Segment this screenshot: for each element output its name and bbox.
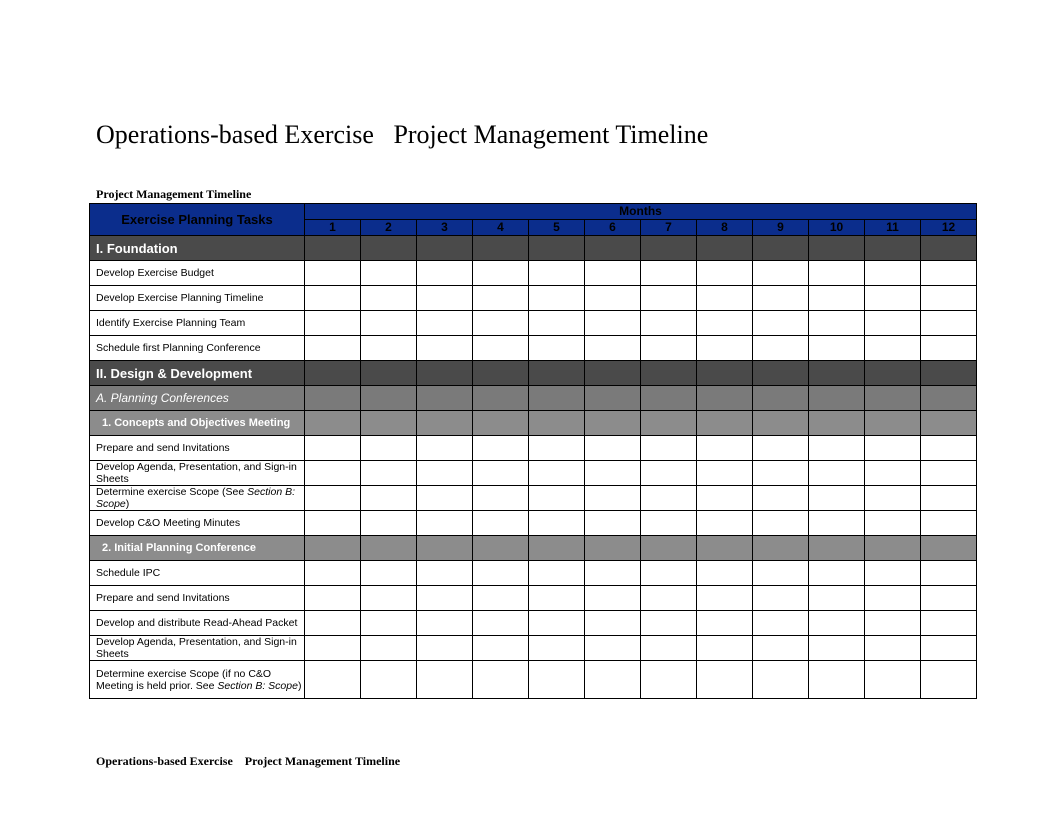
month-cell[interactable] bbox=[361, 236, 417, 261]
month-header-2: 2 bbox=[361, 220, 417, 236]
month-cell[interactable] bbox=[473, 311, 529, 336]
month-cell[interactable] bbox=[473, 436, 529, 461]
month-cell[interactable] bbox=[473, 511, 529, 536]
month-cell[interactable] bbox=[529, 261, 585, 286]
month-header-1: 1 bbox=[305, 220, 361, 236]
meeting-label: 1. Concepts and Objectives Meeting bbox=[90, 411, 305, 436]
month-cell[interactable] bbox=[585, 386, 641, 411]
month-cell[interactable] bbox=[809, 411, 865, 436]
month-cell[interactable] bbox=[921, 311, 977, 336]
month-cell[interactable] bbox=[305, 336, 361, 361]
meeting-row bbox=[90, 411, 977, 436]
month-cell[interactable] bbox=[585, 586, 641, 611]
task-label: Develop C&O Meeting Minutes bbox=[90, 511, 305, 536]
month-cell[interactable] bbox=[361, 286, 417, 311]
month-cell[interactable] bbox=[473, 461, 529, 486]
task-label: Schedule first Planning Conference bbox=[90, 336, 305, 361]
month-cell[interactable] bbox=[417, 261, 473, 286]
month-cell[interactable] bbox=[865, 636, 921, 661]
month-cell[interactable] bbox=[529, 661, 585, 699]
month-cell[interactable] bbox=[585, 411, 641, 436]
month-cell[interactable] bbox=[753, 536, 809, 561]
month-cell[interactable] bbox=[529, 461, 585, 486]
month-cell[interactable] bbox=[305, 386, 361, 411]
month-cell[interactable] bbox=[361, 411, 417, 436]
month-cell[interactable] bbox=[473, 636, 529, 661]
month-cell[interactable] bbox=[641, 436, 697, 461]
month-cell[interactable] bbox=[305, 586, 361, 611]
task-row bbox=[90, 336, 977, 361]
month-cell[interactable] bbox=[809, 361, 865, 386]
month-cell[interactable] bbox=[921, 611, 977, 636]
month-cell[interactable] bbox=[585, 486, 641, 511]
month-cell[interactable] bbox=[865, 236, 921, 261]
month-cell[interactable] bbox=[641, 236, 697, 261]
month-cell[interactable] bbox=[473, 361, 529, 386]
month-cell[interactable] bbox=[305, 361, 361, 386]
task-row bbox=[90, 561, 977, 586]
month-cell[interactable] bbox=[585, 661, 641, 699]
month-cell[interactable] bbox=[809, 586, 865, 611]
month-cell[interactable] bbox=[585, 336, 641, 361]
subsection-label: A. Planning Conferences bbox=[90, 386, 305, 411]
month-cell[interactable] bbox=[305, 286, 361, 311]
task-row bbox=[90, 286, 977, 311]
section-label: II. Design & Development bbox=[90, 361, 305, 386]
document-title: Operations-based Exercise Project Management Timeline bbox=[96, 120, 709, 149]
month-cell[interactable] bbox=[417, 661, 473, 699]
month-cell[interactable] bbox=[361, 536, 417, 561]
task-label: Develop Exercise Budget bbox=[90, 261, 305, 286]
month-cell[interactable] bbox=[753, 586, 809, 611]
month-cell[interactable] bbox=[809, 536, 865, 561]
month-cell[interactable] bbox=[921, 386, 977, 411]
month-cell[interactable] bbox=[585, 361, 641, 386]
month-cell[interactable] bbox=[417, 486, 473, 511]
month-cell[interactable] bbox=[417, 436, 473, 461]
month-cell[interactable] bbox=[305, 236, 361, 261]
month-cell[interactable] bbox=[417, 286, 473, 311]
table-caption: Project Management Timeline bbox=[96, 187, 252, 201]
task-row bbox=[90, 261, 977, 286]
month-cell[interactable] bbox=[641, 511, 697, 536]
month-cell[interactable] bbox=[641, 486, 697, 511]
task-row bbox=[90, 586, 977, 611]
month-cell[interactable] bbox=[809, 661, 865, 699]
task-label: Develop Exercise Planning Timeline bbox=[90, 286, 305, 311]
month-cell[interactable] bbox=[697, 611, 753, 636]
month-cell[interactable] bbox=[753, 236, 809, 261]
task-rows bbox=[90, 236, 977, 699]
month-cell[interactable] bbox=[305, 311, 361, 336]
month-cell[interactable] bbox=[529, 611, 585, 636]
month-cell[interactable] bbox=[361, 586, 417, 611]
month-cell[interactable] bbox=[529, 311, 585, 336]
month-cell[interactable] bbox=[697, 461, 753, 486]
month-cell[interactable] bbox=[361, 511, 417, 536]
month-cell[interactable] bbox=[921, 661, 977, 699]
month-cell[interactable] bbox=[585, 561, 641, 586]
month-cell[interactable] bbox=[417, 336, 473, 361]
month-cell[interactable] bbox=[865, 561, 921, 586]
section-row bbox=[90, 236, 977, 261]
month-cell[interactable] bbox=[865, 536, 921, 561]
month-cell[interactable] bbox=[697, 661, 753, 699]
month-cell[interactable] bbox=[305, 411, 361, 436]
month-cell[interactable] bbox=[809, 436, 865, 461]
month-cell[interactable] bbox=[529, 361, 585, 386]
month-cell[interactable] bbox=[585, 611, 641, 636]
month-header-9: 9 bbox=[753, 220, 809, 236]
month-cell[interactable] bbox=[697, 586, 753, 611]
month-cell[interactable] bbox=[865, 461, 921, 486]
month-cell[interactable] bbox=[921, 461, 977, 486]
month-cell[interactable] bbox=[809, 261, 865, 286]
month-cell[interactable] bbox=[417, 586, 473, 611]
month-cell[interactable] bbox=[697, 561, 753, 586]
month-cell[interactable] bbox=[921, 561, 977, 586]
task-label: Develop and distribute Read-Ahead Packet bbox=[90, 611, 305, 636]
month-cell[interactable] bbox=[753, 636, 809, 661]
month-cell[interactable] bbox=[641, 361, 697, 386]
month-cell[interactable] bbox=[585, 536, 641, 561]
month-cell[interactable] bbox=[361, 311, 417, 336]
month-header-12: 12 bbox=[921, 220, 977, 236]
month-cell[interactable] bbox=[753, 261, 809, 286]
month-cell[interactable] bbox=[417, 311, 473, 336]
month-cell[interactable] bbox=[753, 286, 809, 311]
month-cell[interactable] bbox=[305, 611, 361, 636]
month-cell[interactable] bbox=[305, 261, 361, 286]
month-cell[interactable] bbox=[697, 261, 753, 286]
month-cell[interactable] bbox=[865, 361, 921, 386]
month-cell[interactable] bbox=[921, 436, 977, 461]
subsection-row bbox=[90, 386, 977, 411]
month-cell[interactable] bbox=[417, 386, 473, 411]
month-cell[interactable] bbox=[641, 411, 697, 436]
task-row bbox=[90, 661, 977, 699]
month-cell[interactable] bbox=[641, 636, 697, 661]
meeting-label: 2. Initial Planning Conference bbox=[90, 536, 305, 561]
month-cell[interactable] bbox=[753, 461, 809, 486]
month-cell[interactable] bbox=[921, 536, 977, 561]
month-cell[interactable] bbox=[361, 461, 417, 486]
month-cell[interactable] bbox=[529, 386, 585, 411]
month-cell[interactable] bbox=[361, 661, 417, 699]
month-cell[interactable] bbox=[809, 311, 865, 336]
month-cell[interactable] bbox=[753, 386, 809, 411]
month-cell[interactable] bbox=[697, 486, 753, 511]
month-cell[interactable] bbox=[921, 261, 977, 286]
month-cell[interactable] bbox=[865, 661, 921, 699]
month-cell[interactable] bbox=[585, 461, 641, 486]
task-label: Determine exercise Scope (See Section B: Scope) bbox=[90, 486, 305, 511]
month-cell[interactable] bbox=[473, 236, 529, 261]
month-cell[interactable] bbox=[473, 261, 529, 286]
month-cell[interactable] bbox=[641, 386, 697, 411]
month-cell[interactable] bbox=[417, 611, 473, 636]
month-header-4: 4 bbox=[473, 220, 529, 236]
month-cell[interactable] bbox=[641, 661, 697, 699]
month-cell[interactable] bbox=[473, 286, 529, 311]
task-row bbox=[90, 611, 977, 636]
month-cell[interactable] bbox=[473, 611, 529, 636]
task-row bbox=[90, 486, 977, 511]
month-cell[interactable] bbox=[361, 336, 417, 361]
task-label: Develop Agenda, Presentation, and Sign-in Sheets bbox=[90, 636, 305, 661]
task-label: Identify Exercise Planning Team bbox=[90, 311, 305, 336]
month-cell[interactable] bbox=[865, 286, 921, 311]
month-cell[interactable] bbox=[473, 586, 529, 611]
month-cell[interactable] bbox=[865, 586, 921, 611]
month-cell[interactable] bbox=[865, 336, 921, 361]
task-label: Prepare and send Invitations bbox=[90, 436, 305, 461]
month-cell[interactable] bbox=[697, 411, 753, 436]
month-cell[interactable] bbox=[361, 386, 417, 411]
month-cell[interactable] bbox=[473, 386, 529, 411]
task-column-header: Exercise Planning Tasks bbox=[90, 204, 305, 236]
month-cell[interactable] bbox=[529, 561, 585, 586]
month-cell[interactable] bbox=[585, 436, 641, 461]
month-cell[interactable] bbox=[529, 436, 585, 461]
month-cell[interactable] bbox=[529, 286, 585, 311]
task-label: Determine exercise Scope (if no C&O Meeting is held prior. See Section B: Scope) bbox=[90, 661, 305, 699]
month-cell[interactable] bbox=[921, 411, 977, 436]
month-cell[interactable] bbox=[417, 536, 473, 561]
month-cell[interactable] bbox=[865, 311, 921, 336]
task-row bbox=[90, 461, 977, 486]
month-cell[interactable] bbox=[697, 511, 753, 536]
month-cell[interactable] bbox=[809, 611, 865, 636]
month-cell[interactable] bbox=[417, 511, 473, 536]
month-cell[interactable] bbox=[473, 486, 529, 511]
month-cell[interactable] bbox=[585, 286, 641, 311]
month-cell[interactable] bbox=[641, 561, 697, 586]
month-cell[interactable] bbox=[809, 236, 865, 261]
month-cell[interactable] bbox=[473, 661, 529, 699]
month-cell[interactable] bbox=[753, 411, 809, 436]
month-cell[interactable] bbox=[865, 386, 921, 411]
month-cell[interactable] bbox=[417, 461, 473, 486]
month-cell[interactable] bbox=[921, 286, 977, 311]
month-cell[interactable] bbox=[361, 561, 417, 586]
month-cell[interactable] bbox=[305, 636, 361, 661]
month-cell[interactable] bbox=[361, 261, 417, 286]
month-cell[interactable] bbox=[585, 236, 641, 261]
task-label: Prepare and send Invitations bbox=[90, 586, 305, 611]
months-header: Months bbox=[305, 204, 977, 220]
month-cell[interactable] bbox=[529, 536, 585, 561]
month-cell[interactable] bbox=[361, 436, 417, 461]
month-cell[interactable] bbox=[305, 561, 361, 586]
month-cell[interactable] bbox=[417, 361, 473, 386]
month-cell[interactable] bbox=[641, 261, 697, 286]
month-header-8: 8 bbox=[697, 220, 753, 236]
month-cell[interactable] bbox=[361, 361, 417, 386]
month-cell[interactable] bbox=[809, 461, 865, 486]
month-cell[interactable] bbox=[697, 236, 753, 261]
month-cell[interactable] bbox=[305, 511, 361, 536]
month-cell[interactable] bbox=[529, 411, 585, 436]
meeting-row bbox=[90, 536, 977, 561]
month-cell[interactable] bbox=[921, 636, 977, 661]
month-cell[interactable] bbox=[641, 286, 697, 311]
month-cell[interactable] bbox=[417, 636, 473, 661]
month-cell[interactable] bbox=[473, 561, 529, 586]
month-cell[interactable] bbox=[753, 661, 809, 699]
month-cell[interactable] bbox=[753, 486, 809, 511]
section-label: I. Foundation bbox=[90, 236, 305, 261]
month-cell[interactable] bbox=[361, 636, 417, 661]
task-row bbox=[90, 511, 977, 536]
month-cell[interactable] bbox=[641, 461, 697, 486]
month-cell[interactable] bbox=[473, 336, 529, 361]
month-cell[interactable] bbox=[921, 486, 977, 511]
month-cell[interactable] bbox=[529, 636, 585, 661]
month-cell[interactable] bbox=[865, 486, 921, 511]
month-cell[interactable] bbox=[585, 636, 641, 661]
month-header-3: 3 bbox=[417, 220, 473, 236]
month-cell[interactable] bbox=[809, 511, 865, 536]
month-cell[interactable] bbox=[921, 586, 977, 611]
month-cell[interactable] bbox=[305, 661, 361, 699]
month-cell[interactable] bbox=[305, 486, 361, 511]
month-cell[interactable] bbox=[641, 311, 697, 336]
month-header-5: 5 bbox=[529, 220, 585, 236]
month-cell[interactable] bbox=[529, 486, 585, 511]
month-cell[interactable] bbox=[529, 336, 585, 361]
month-cell[interactable] bbox=[305, 436, 361, 461]
month-cell[interactable] bbox=[585, 261, 641, 286]
month-cell[interactable] bbox=[529, 236, 585, 261]
task-row bbox=[90, 636, 977, 661]
month-cell[interactable] bbox=[921, 236, 977, 261]
month-cell[interactable] bbox=[417, 236, 473, 261]
month-header-10: 10 bbox=[809, 220, 865, 236]
month-cell[interactable] bbox=[585, 311, 641, 336]
task-row bbox=[90, 436, 977, 461]
month-cell[interactable] bbox=[753, 436, 809, 461]
month-cell[interactable] bbox=[921, 361, 977, 386]
month-cell[interactable] bbox=[697, 361, 753, 386]
month-cell[interactable] bbox=[641, 611, 697, 636]
month-cell[interactable] bbox=[809, 386, 865, 411]
month-cell[interactable] bbox=[697, 536, 753, 561]
month-cell[interactable] bbox=[865, 611, 921, 636]
task-label: Develop Agenda, Presentation, and Sign-in Sheets bbox=[90, 461, 305, 486]
month-header-6: 6 bbox=[585, 220, 641, 236]
month-cell[interactable] bbox=[305, 536, 361, 561]
month-cell[interactable] bbox=[697, 311, 753, 336]
month-cell[interactable] bbox=[865, 411, 921, 436]
section-row bbox=[90, 361, 977, 386]
month-cell[interactable] bbox=[641, 586, 697, 611]
month-cell[interactable] bbox=[753, 336, 809, 361]
month-cell[interactable] bbox=[921, 336, 977, 361]
month-cell[interactable] bbox=[305, 461, 361, 486]
month-cell[interactable] bbox=[697, 386, 753, 411]
month-cell[interactable] bbox=[921, 511, 977, 536]
month-cell[interactable] bbox=[753, 611, 809, 636]
month-header-7: 7 bbox=[641, 220, 697, 236]
month-cell[interactable] bbox=[585, 511, 641, 536]
month-cell[interactable] bbox=[473, 536, 529, 561]
page-footer: Operations-based Exercise Project Management Timeline bbox=[96, 754, 401, 768]
month-cell[interactable] bbox=[529, 511, 585, 536]
month-header-11: 11 bbox=[865, 220, 921, 236]
month-cell[interactable] bbox=[697, 636, 753, 661]
month-cell[interactable] bbox=[753, 511, 809, 536]
month-cell[interactable] bbox=[697, 286, 753, 311]
month-cell[interactable] bbox=[865, 511, 921, 536]
month-cell[interactable] bbox=[753, 361, 809, 386]
month-cell[interactable] bbox=[529, 586, 585, 611]
month-cell[interactable] bbox=[417, 561, 473, 586]
timeline-table bbox=[89, 203, 977, 699]
month-cell[interactable] bbox=[753, 311, 809, 336]
month-cell[interactable] bbox=[865, 261, 921, 286]
month-cell[interactable] bbox=[361, 611, 417, 636]
month-cell[interactable] bbox=[417, 411, 473, 436]
month-cell[interactable] bbox=[361, 486, 417, 511]
month-cell[interactable] bbox=[809, 636, 865, 661]
month-cell[interactable] bbox=[641, 336, 697, 361]
month-cell[interactable] bbox=[753, 561, 809, 586]
month-cell[interactable] bbox=[473, 411, 529, 436]
task-label: Schedule IPC bbox=[90, 561, 305, 586]
month-cell[interactable] bbox=[809, 486, 865, 511]
month-cell[interactable] bbox=[809, 336, 865, 361]
month-cell[interactable] bbox=[641, 536, 697, 561]
task-row bbox=[90, 311, 977, 336]
month-cell[interactable] bbox=[697, 336, 753, 361]
month-cell[interactable] bbox=[865, 436, 921, 461]
month-cell[interactable] bbox=[809, 561, 865, 586]
month-cell[interactable] bbox=[697, 436, 753, 461]
month-cell[interactable] bbox=[809, 286, 865, 311]
